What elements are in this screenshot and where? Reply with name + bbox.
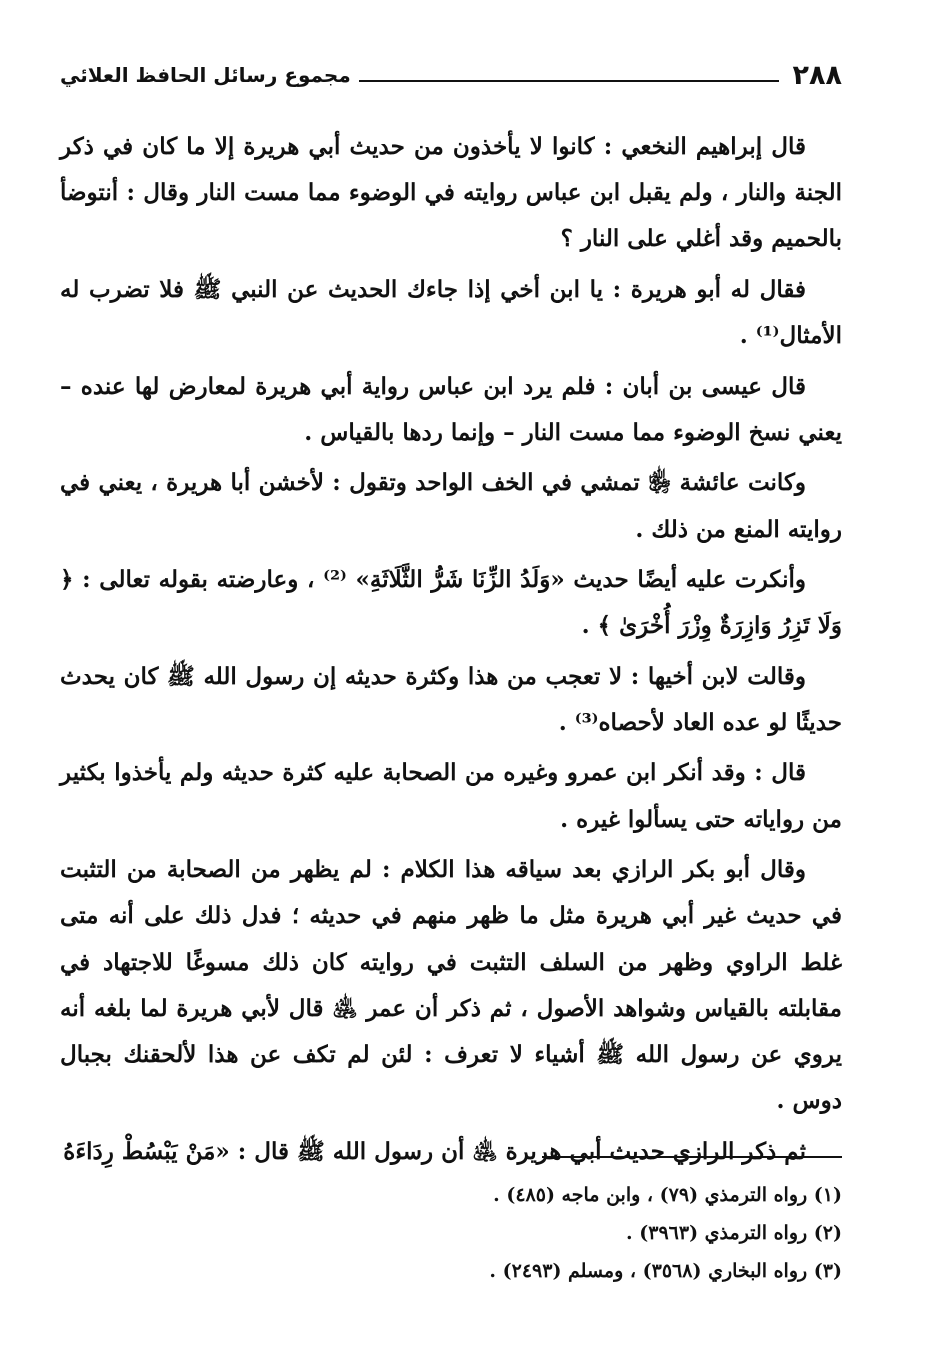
header-rule — [359, 80, 779, 82]
paragraph-4: وكانت عائشة ﵂ تمشي في الخف الواحد وتقول : لأخشن أبا هريرة ، يعني في روايته المنع من ذلك . — [60, 469, 842, 543]
footnote-separator — [542, 1156, 842, 1158]
running-header — [60, 52, 842, 98]
paragraph-7: قال : وقد أنكر ابن عمرو وغيره من الصحابة عليه كثرة حديثه ولم يأخذوا بكثير من رواياته حتى يسألوا غيره . — [60, 759, 842, 833]
book-page — [60, 52, 842, 1312]
book-title: مجموع رسائل الحافظ العلائي — [60, 63, 351, 87]
footnote-1: (١) رواه الترمذي (٧٩) ، وابن ماجه (٤٨٥) . — [493, 1184, 842, 1206]
paragraph-9: ثم ذكر الرازي حديث أبي هريرة ﵁ أن رسول الله ﷺ قال : «مَنْ يَبْسُطْ رِدَاءَهُ — [63, 1137, 806, 1165]
paragraph-1: قال إبراهيم النخعي : كانوا لا يأخذون من حديث أبي هريرة إلا ما كان في ذكر الجنة والنار ، ولم يقبل ابن عباس روايته في الوضوء مما مست النار وقال : أنتوضأ بالحميم وقد أغلي على النار ؟ — [60, 133, 842, 253]
footnotes — [60, 1176, 842, 1290]
paragraph-5: وأنكرت عليه أيضًا حديث «وَلَدُ الزِّنَا شَرُّ الثَّلَاثَةِ» ⁽²⁾ ، وعارضته بقوله تعالى : ﴿ وَلَا تَزِرُ وَازِرَةٌ وِزْرَ أُخْرَىٰ ﴾ . — [60, 566, 842, 640]
paragraph-8: وقال أبو بكر الرازي بعد سياقه هذا الكلام : لم يظهر من الصحابة من التثبت في حديث غير أبي هريرة مثل ما ظهر منهم في حديثه ؛ فدل ذلك على أنه متى غلط الراوي وظهر من السلف التثبت في روايته كان ذلك مسوغًا للاجتهاد في مقابلته بالقياس وشواهد الأصول ، ثم ذكر أن عمر ﵁ قال لأبي هريرة لما بلغه أنه يروي عن رسول الله ﷺ أشياء لا تعرف : لئن لم تكف عن هذا لألحقنك بجبال دوس . — [60, 856, 842, 1115]
main-text — [60, 124, 842, 1179]
paragraph-6: وقالت لابن أخيها : لا تعجب من هذا وكثرة حديثه إن رسول الله ﷺ كان يحدث حديثًا لو عده العاد لأحصاه⁽³⁾ . — [60, 662, 842, 736]
footnote-3: (٣) رواه البخاري (٣٥٦٨) ، ومسلم (٢٤٩٣) . — [489, 1260, 842, 1282]
paragraph-2: فقال له أبو هريرة : يا ابن أخي إذا جاءك الحديث عن النبي ﷺ فلا تضرب له الأمثال⁽¹⁾ . — [60, 275, 842, 350]
footnote-2: (٢) رواه الترمذي (٣٩٦٣) . — [626, 1222, 842, 1244]
page-number: ٢٨٨ — [792, 59, 842, 91]
paragraph-3: قال عيسى بن أبان : فلم يرد ابن عباس رواية أبي هريرة لمعارض لها عنده – يعني نسخ الوضوء مما مست النار – وإنما ردها بالقياس . — [60, 372, 842, 446]
